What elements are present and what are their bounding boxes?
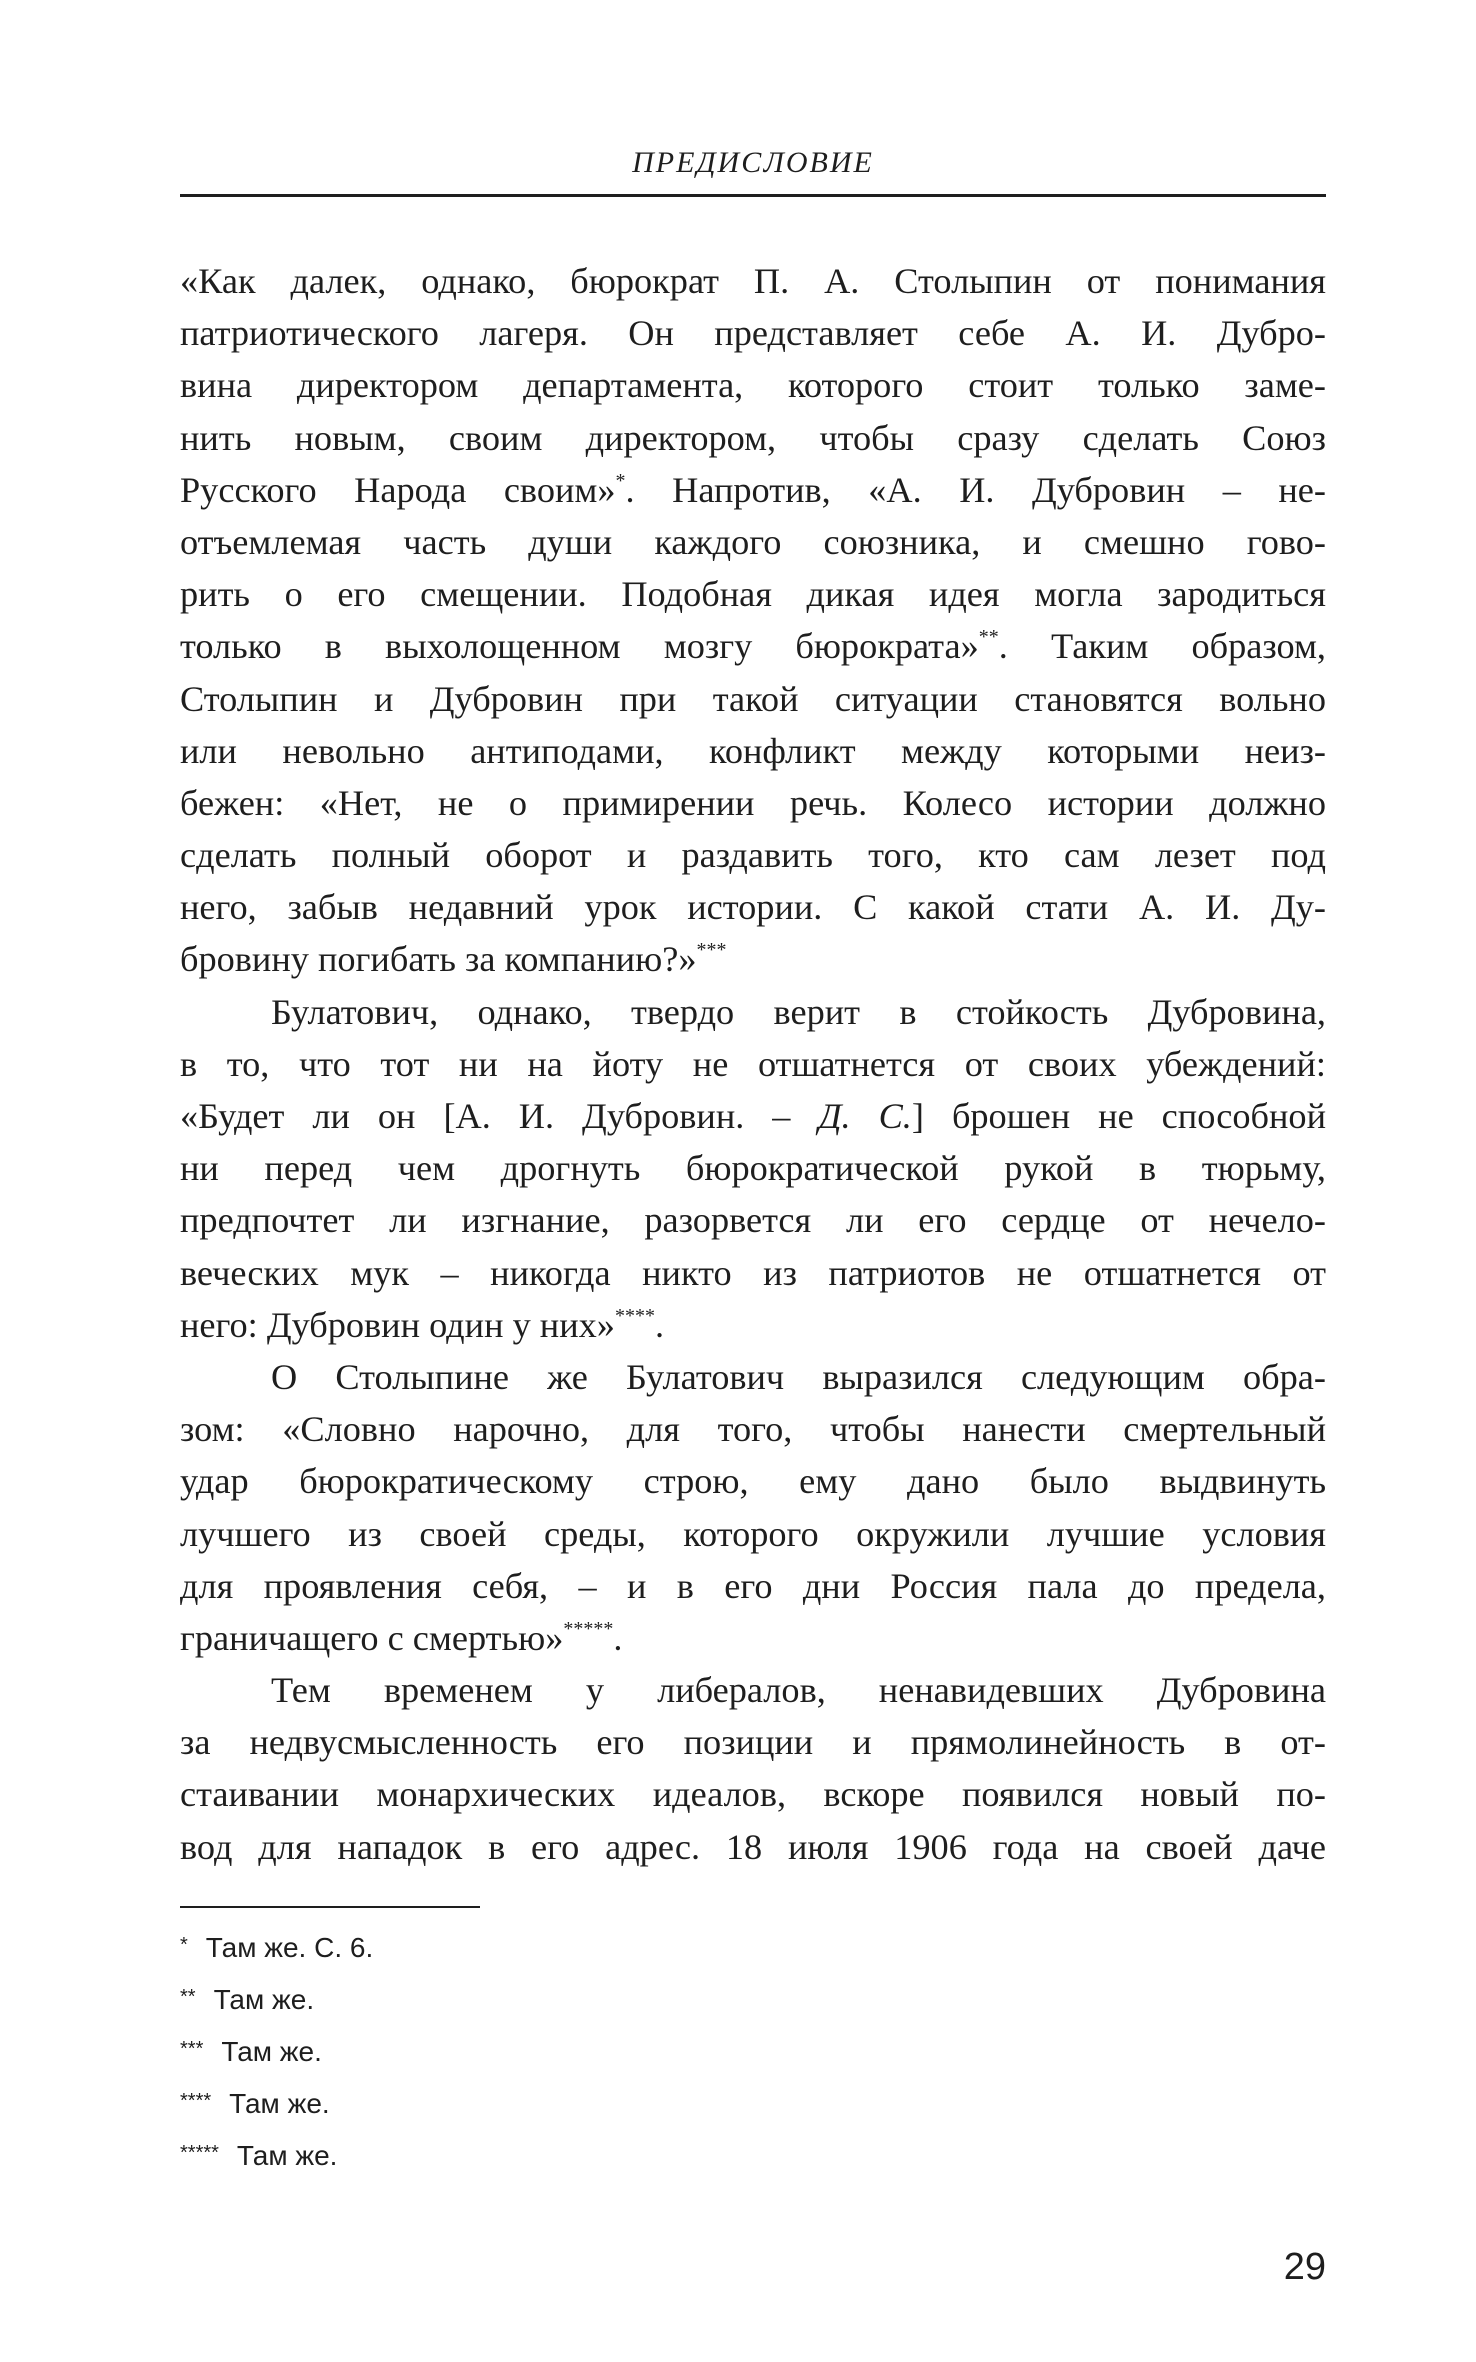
text-line: него: Дубровин один у них»****. bbox=[180, 1304, 665, 1345]
text-line: вод для нападок в его адрес. 18 июля 1906 года на своей даче bbox=[180, 1826, 1326, 1867]
text-line: «Как далек, однако, бюрократ П. А. Столыпин от понимания bbox=[180, 261, 1326, 301]
footnote-ref: * bbox=[615, 469, 626, 492]
footnote-marker: ***** bbox=[180, 2142, 219, 2164]
author-initials: Д. С. bbox=[818, 1096, 912, 1136]
text-line: Булатович, однако, твердо верит в стойкость Дубровина, bbox=[271, 991, 1326, 1032]
text-line: только в выхолощенном мозгу бюрократа»**. Таким образом, bbox=[180, 626, 1326, 667]
footnote-ref: *** bbox=[696, 939, 727, 962]
text-line: лучшего из своей среды, которого окружили лучшие условия bbox=[180, 1513, 1326, 1554]
text-line: или невольно антиподами, конфликт между которыми неиз- bbox=[180, 730, 1326, 771]
footnote-text: Там же. bbox=[236, 2140, 338, 2171]
footnote-ref: ** bbox=[978, 626, 999, 649]
footnote-ref: ***** bbox=[563, 1617, 614, 1640]
footnote bbox=[180, 2026, 373, 2078]
text-line: стаивании монархических идеалов, вскоре появился новый по- bbox=[180, 1774, 1326, 1815]
text-line: Русского Народа своим»*. Напротив, «А. И. Дубровин – не- bbox=[180, 469, 1327, 510]
text-line: О Столыпине же Булатович выразился следующим обра- bbox=[271, 1356, 1326, 1397]
footnote-marker: ** bbox=[180, 1986, 196, 2008]
text-line: граничащего с смертью»*****. bbox=[180, 1617, 623, 1658]
text-line: бежен: «Нет, не о примирении речь. Колесо истории должно bbox=[180, 782, 1326, 823]
text-line: веческих мук – никогда никто из патриотов не отшатнется от bbox=[180, 1252, 1326, 1293]
footnote-divider bbox=[180, 1906, 480, 1908]
text-line: в то, что тот ни на йоту не отшатнется от своих убеждений: bbox=[180, 1043, 1326, 1084]
text-line: рить о его смещении. Подобная дикая идея могла зародиться bbox=[180, 574, 1326, 615]
footnote-marker: **** bbox=[180, 2090, 212, 2112]
text-line: нить новым, своим директором, чтобы сразу сделать Союз bbox=[180, 417, 1326, 458]
text-line: ни перед чем дрогнуть бюрократической рукой в тюрьму, bbox=[180, 1148, 1326, 1189]
text-line: для проявления себя, – и в его дни Россия пала до предела, bbox=[180, 1565, 1326, 1606]
footnote bbox=[180, 1922, 373, 1974]
footnote-text: Там же. С. 6. bbox=[205, 1932, 374, 1963]
text-line: патриотического лагеря. Он представляет себе А. И. Дубро- bbox=[180, 313, 1326, 354]
footnote bbox=[180, 2130, 373, 2182]
text-line: предпочтет ли изгнание, разорвется ли его сердце от нечело- bbox=[180, 1200, 1326, 1241]
footnote-marker: * bbox=[180, 1934, 188, 1956]
header-divider bbox=[180, 194, 1326, 197]
text-line: Тем временем у либералов, ненавидевших Дубровина bbox=[271, 1670, 1326, 1711]
text-line: Столыпин и Дубровин при такой ситуации становятся вольно bbox=[180, 678, 1326, 719]
footnotes bbox=[180, 1922, 373, 2182]
text-line: него, забыв недавний урок истории. С какой стати А. И. Ду- bbox=[180, 887, 1326, 928]
footnote bbox=[180, 1974, 373, 2026]
text-line: удар бюрократическому строю, ему дано было выдвинуть bbox=[180, 1461, 1326, 1502]
text-line: сделать полный оборот и раздавить того, кто сам лезет под bbox=[180, 835, 1326, 876]
text-line: «Будет ли он [А. И. Дубровин. – Д. С.] брошен не способной bbox=[180, 1096, 1326, 1136]
page-number: 29 bbox=[1283, 2246, 1326, 2288]
text-line: за недвусмысленность его позиции и прямолинейность в от- bbox=[180, 1722, 1326, 1763]
running-head: ПРЕДИСЛОВИЕ bbox=[632, 146, 874, 179]
footnote-marker: *** bbox=[180, 2038, 204, 2060]
text-line: вина директором департамента, которого стоит только заме- bbox=[180, 365, 1326, 406]
footnote-text: Там же. bbox=[229, 2088, 330, 2119]
body-text bbox=[180, 255, 1326, 1873]
footnote-text: Там же. bbox=[213, 1984, 315, 2015]
text-line: зом: «Словно нарочно, для того, чтобы нанести смертельный bbox=[180, 1409, 1326, 1450]
footnote bbox=[180, 2078, 373, 2130]
footnote-ref: **** bbox=[614, 1304, 655, 1327]
text-line: отъемлемая часть души каждого союзника, и смешно гово- bbox=[180, 521, 1326, 562]
footnote-text: Там же. bbox=[221, 2036, 322, 2067]
text-line: бровину погибать за компанию?»*** bbox=[180, 939, 727, 980]
